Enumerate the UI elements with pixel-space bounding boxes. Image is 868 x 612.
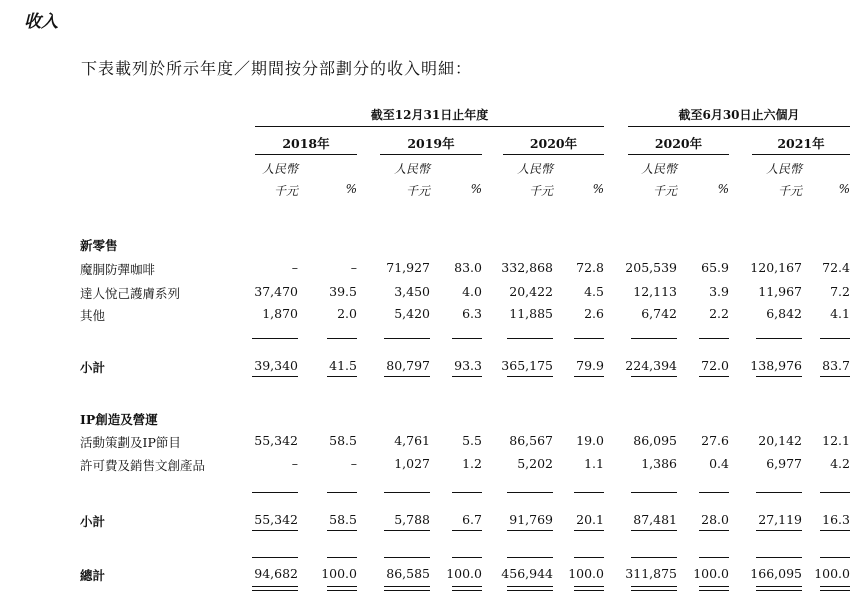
year-header: 2020年 xyxy=(529,136,578,151)
subtotal-top-rule xyxy=(631,338,677,339)
row-label: 其他 xyxy=(80,308,106,323)
table-row-value: 5,420 xyxy=(394,306,430,321)
table-row-value: 332,868 xyxy=(501,260,553,275)
year-header: 2018年 xyxy=(282,136,330,151)
section-title: 新零售 xyxy=(80,238,118,253)
total-double-rule-2 xyxy=(756,590,802,591)
total-double-rule-2 xyxy=(631,590,677,591)
percent-unit-label: % xyxy=(838,182,850,196)
total-double-rule-1 xyxy=(327,586,357,587)
subtotal-top-rule xyxy=(756,492,802,493)
year-header: 2021年 xyxy=(777,136,825,151)
subtotal-top-rule xyxy=(384,338,430,339)
subtotal-bottom-rule xyxy=(699,530,729,531)
table-row-value: 3.9 xyxy=(709,284,729,299)
subtotal-row-value: 224,394 xyxy=(625,358,677,373)
subtotal-row-value: 58.5 xyxy=(329,512,357,527)
total-double-rule-1 xyxy=(756,586,802,587)
subtotal-top-rule xyxy=(252,492,298,493)
subtotal-row-value: 6.7 xyxy=(462,512,482,527)
subtotal-bottom-rule xyxy=(820,376,850,377)
subtotal-top-rule xyxy=(252,338,298,339)
subtotal-bottom-rule xyxy=(756,530,802,531)
table-row-value: 37,470 xyxy=(254,284,298,299)
table-row-value: 120,167 xyxy=(750,260,802,275)
subtotal-top-rule xyxy=(452,338,482,339)
subtotal-bottom-rule xyxy=(452,376,482,377)
percent-unit-label: % xyxy=(470,182,482,196)
table-row-value: 4.2 xyxy=(830,456,850,471)
table-row-value: 3,450 xyxy=(394,284,430,299)
table-row-value: 39.5 xyxy=(329,284,357,299)
subtotal-row-value: 91,769 xyxy=(509,512,553,527)
total-double-rule-1 xyxy=(574,586,604,587)
percent-unit-label: % xyxy=(717,182,729,196)
table-row-value: 12,113 xyxy=(633,284,677,299)
total-row-value: 100.0 xyxy=(693,566,729,581)
subtotal-row-value: 5,788 xyxy=(394,512,430,527)
subtotal-top-rule xyxy=(699,492,729,493)
table-row-value: 6,842 xyxy=(766,306,802,321)
total-row-value: 166,095 xyxy=(750,566,802,581)
subtotal-row-value: 87,481 xyxy=(633,512,677,527)
total-double-rule-2 xyxy=(252,590,298,591)
subtotal-bottom-rule xyxy=(574,530,604,531)
table-row-value: 5,202 xyxy=(517,456,553,471)
total-row-value: 456,944 xyxy=(501,566,553,581)
subtotal-bottom-rule xyxy=(507,376,553,377)
table-row-value: 4.5 xyxy=(584,284,604,299)
subtotal-bottom-rule xyxy=(574,376,604,377)
group-header-annual: 截至12月31日止年度 xyxy=(370,108,489,122)
subtotal-row-value: 16.3 xyxy=(822,512,850,527)
subtotal-bottom-rule xyxy=(384,376,430,377)
table-row-value: 205,539 xyxy=(625,260,677,275)
table-row-value: 11,967 xyxy=(758,284,802,299)
year-rule xyxy=(255,154,357,155)
total-top-rule xyxy=(699,557,729,558)
currency-unit-label: 人民幣 xyxy=(516,162,553,176)
thousand-unit-label: 千元 xyxy=(652,184,677,198)
percent-unit-label: % xyxy=(592,182,604,196)
subtotal-label: 小計 xyxy=(80,514,106,529)
year-rule xyxy=(752,154,850,155)
subtotal-top-rule xyxy=(452,492,482,493)
currency-unit-label: 人民幣 xyxy=(640,162,677,176)
table-row-value: 6,742 xyxy=(641,306,677,321)
subtotal-top-rule xyxy=(574,492,604,493)
table-row-value: 4.1 xyxy=(830,306,850,321)
total-double-rule-1 xyxy=(452,586,482,587)
total-top-rule xyxy=(631,557,677,558)
subtotal-top-rule xyxy=(507,338,553,339)
total-double-rule-2 xyxy=(452,590,482,591)
percent-unit-label: % xyxy=(345,182,357,196)
subtotal-bottom-rule xyxy=(699,376,729,377)
subtotal-bottom-rule xyxy=(756,376,802,377)
subtotal-row-value: 27,119 xyxy=(758,512,802,527)
group-rule-annual xyxy=(255,126,604,127)
row-label: 活動策劃及IP節目 xyxy=(80,435,181,450)
subtotal-row-value: 20.1 xyxy=(576,512,604,527)
table-row-value: 58.5 xyxy=(329,433,357,448)
subtotal-row-value: 39,340 xyxy=(254,358,298,373)
total-top-rule xyxy=(452,557,482,558)
subtotal-top-rule xyxy=(507,492,553,493)
table-row-value: 71,927 xyxy=(386,260,430,275)
subtotal-top-rule xyxy=(699,338,729,339)
subtotal-bottom-rule xyxy=(252,530,298,531)
intro-text: 下表載列於所示年度／期間按分部劃分的收入明細： xyxy=(81,59,473,78)
table-row-value: 1.2 xyxy=(462,456,482,471)
subtotal-top-rule xyxy=(574,338,604,339)
subtotal-top-rule xyxy=(384,492,430,493)
table-row-value: 72.4 xyxy=(822,260,850,275)
year-rule xyxy=(503,154,604,155)
table-row-value: 20,422 xyxy=(509,284,553,299)
table-row-value: 11,885 xyxy=(509,306,553,321)
table-row-value: 65.9 xyxy=(701,260,729,275)
subtotal-row-value: 93.3 xyxy=(454,358,482,373)
subtotal-bottom-rule xyxy=(507,530,553,531)
table-row-value: 86,095 xyxy=(633,433,677,448)
year-rule xyxy=(380,154,482,155)
subtotal-top-rule xyxy=(756,338,802,339)
total-top-rule xyxy=(252,557,298,558)
table-row-value: 1.1 xyxy=(584,456,604,471)
table-row-value: – xyxy=(291,260,298,275)
total-double-rule-1 xyxy=(384,586,430,587)
subtotal-bottom-rule xyxy=(452,530,482,531)
subtotal-row-value: 55,342 xyxy=(254,512,298,527)
subtotal-row-value: 138,976 xyxy=(750,358,802,373)
subtotal-bottom-rule xyxy=(820,530,850,531)
table-row-value: 1,027 xyxy=(394,456,430,471)
year-header: 2020年 xyxy=(654,136,703,151)
table-row-value: 1,870 xyxy=(262,306,298,321)
table-row-value: 1,386 xyxy=(641,456,677,471)
subtotal-bottom-rule xyxy=(631,376,677,377)
table-row-value: 20,142 xyxy=(758,433,802,448)
thousand-unit-label: 千元 xyxy=(273,184,298,198)
subtotal-top-rule xyxy=(631,492,677,493)
subtotal-top-rule xyxy=(327,492,357,493)
table-row-value: 55,342 xyxy=(254,433,298,448)
row-label: 達人悅己護膚系列 xyxy=(80,286,181,301)
table-row-value: 86,567 xyxy=(509,433,553,448)
table-row-value: 0.4 xyxy=(709,456,729,471)
subtotal-bottom-rule xyxy=(327,376,357,377)
subtotal-top-rule xyxy=(820,492,850,493)
total-double-rule-2 xyxy=(699,590,729,591)
total-row-value: 100.0 xyxy=(321,566,357,581)
table-row-value: 72.8 xyxy=(576,260,604,275)
total-double-rule-2 xyxy=(574,590,604,591)
table-row-value: 27.6 xyxy=(701,433,729,448)
total-double-rule-2 xyxy=(384,590,430,591)
group-rule-interim xyxy=(628,126,850,127)
section-heading: 收入 xyxy=(24,12,58,32)
table-row-value: 2.6 xyxy=(584,306,604,321)
subtotal-row-value: 28.0 xyxy=(701,512,729,527)
subtotal-row-value: 79.9 xyxy=(576,358,604,373)
table-row-value: 6.3 xyxy=(462,306,482,321)
table-row-value: 5.5 xyxy=(462,433,482,448)
total-double-rule-1 xyxy=(252,586,298,587)
table-row-value: – xyxy=(291,456,298,471)
table-row-value: 4,761 xyxy=(394,433,430,448)
row-label: 許可費及銷售文創產品 xyxy=(80,458,206,473)
total-double-rule-1 xyxy=(631,586,677,587)
table-row-value: 19.0 xyxy=(576,433,604,448)
thousand-unit-label: 千元 xyxy=(777,184,802,198)
total-row-value: 311,875 xyxy=(625,566,677,581)
total-row-value: 100.0 xyxy=(814,566,850,581)
currency-unit-label: 人民幣 xyxy=(393,162,430,176)
total-top-rule xyxy=(327,557,357,558)
table-row-value: 2.2 xyxy=(709,306,729,321)
subtotal-row-value: 83.7 xyxy=(822,358,850,373)
subtotal-row-value: 41.5 xyxy=(329,358,357,373)
table-row-value: 4.0 xyxy=(462,284,482,299)
total-double-rule-1 xyxy=(699,586,729,587)
total-double-rule-1 xyxy=(507,586,553,587)
total-top-rule xyxy=(756,557,802,558)
subtotal-bottom-rule xyxy=(384,530,430,531)
group-header-interim: 截至6月30日止六個月 xyxy=(678,108,800,122)
subtotal-row-value: 365,175 xyxy=(501,358,553,373)
total-top-rule xyxy=(507,557,553,558)
table-row-value: 12.1 xyxy=(822,433,850,448)
section-title: IP創造及營運 xyxy=(80,412,158,427)
total-row-value: 100.0 xyxy=(446,566,482,581)
subtotal-bottom-rule xyxy=(327,530,357,531)
year-rule xyxy=(628,154,729,155)
total-top-rule xyxy=(820,557,850,558)
total-top-rule xyxy=(574,557,604,558)
table-row-value: – xyxy=(350,456,357,471)
subtotal-top-rule xyxy=(820,338,850,339)
table-row-value: 7.2 xyxy=(830,284,850,299)
total-row-value: 94,682 xyxy=(254,566,298,581)
thousand-unit-label: 千元 xyxy=(405,184,430,198)
total-row-value: 86,585 xyxy=(386,566,430,581)
total-label: 總計 xyxy=(80,568,106,583)
total-top-rule xyxy=(384,557,430,558)
total-double-rule-2 xyxy=(507,590,553,591)
subtotal-row-value: 80,797 xyxy=(386,358,430,373)
currency-unit-label: 人民幣 xyxy=(765,162,802,176)
total-double-rule-2 xyxy=(327,590,357,591)
subtotal-bottom-rule xyxy=(631,530,677,531)
row-label: 魔胴防彈咖啡 xyxy=(80,262,156,277)
thousand-unit-label: 千元 xyxy=(528,184,553,198)
table-row-value: – xyxy=(350,260,357,275)
table-row-value: 83.0 xyxy=(454,260,482,275)
subtotal-label: 小計 xyxy=(80,360,106,375)
table-row-value: 6,977 xyxy=(766,456,802,471)
total-double-rule-1 xyxy=(820,586,850,587)
subtotal-bottom-rule xyxy=(252,376,298,377)
subtotal-top-rule xyxy=(327,338,357,339)
currency-unit-label: 人民幣 xyxy=(261,162,298,176)
table-row-value: 2.0 xyxy=(337,306,357,321)
year-header: 2019年 xyxy=(407,136,455,151)
total-row-value: 100.0 xyxy=(568,566,604,581)
total-double-rule-2 xyxy=(820,590,850,591)
subtotal-row-value: 72.0 xyxy=(701,358,729,373)
